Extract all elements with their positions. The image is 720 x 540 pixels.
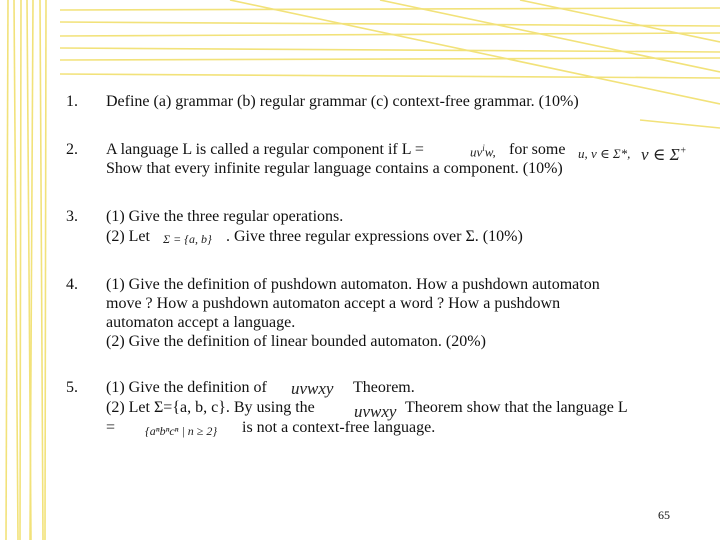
question-2-line-1-a: A language L is called a regular component if L = xyxy=(106,141,424,158)
question-5-line-1-b: Theorem. xyxy=(353,379,415,396)
question-4-line-1: (1) Give the definition of pushdown automaton. How a pushdown automaton xyxy=(106,276,600,293)
question-2-line-2: Show that every infinite regular language contains a component. (10%) xyxy=(106,160,563,177)
question-3-math-sigma: Σ = {a, b} xyxy=(163,232,212,246)
question-4-number: 4. xyxy=(66,276,78,293)
question-5-math-uvwxy-2: uvwxy xyxy=(354,402,397,421)
question-5-line-3-a: = xyxy=(106,419,116,436)
page-number: 65 xyxy=(658,508,670,522)
question-4-line-3: automaton accept a language. xyxy=(106,314,296,331)
question-1-number: 1. xyxy=(66,93,78,110)
question-3-line-1: (1) Give the three regular operations. xyxy=(106,208,344,225)
question-3-line-2-a: (2) Let xyxy=(106,228,150,245)
question-5-line-2-b: Theorem show that the language L xyxy=(405,399,628,416)
question-2-line-1-b: for some xyxy=(509,141,566,158)
question-1-text: Define (a) grammar (b) regular grammar (c) context-free grammar. (10%) xyxy=(106,93,579,110)
question-2-math-uv-sigma-star: u, v ∈ Σ*, xyxy=(578,146,631,161)
question-3-number: 3. xyxy=(66,208,78,225)
question-5-math-language: {aⁿbⁿcⁿ | n ≥ 2} xyxy=(145,424,218,438)
question-5-line-3-b: is not a context-free language. xyxy=(242,419,436,436)
question-5-line-1-a: (1) Give the definition of xyxy=(106,379,267,396)
question-2-math-v-sigma-plus: v ∈ Σ+ xyxy=(641,145,687,164)
question-5-number: 5. xyxy=(66,379,78,396)
question-5-line-2-a: (2) Let Σ={a, b, c}. By using the xyxy=(106,399,315,416)
question-4-line-4: (2) Give the definition of linear bounded automaton. (20%) xyxy=(106,333,486,350)
question-3-line-2-b: . Give three regular expressions over Σ. (10%) xyxy=(226,228,523,245)
question-2-number: 2. xyxy=(66,141,78,158)
question-5-math-uvwxy-1: uvwxy xyxy=(291,379,334,398)
top-decoration xyxy=(0,0,720,150)
question-4-line-2: move ? How a pushdown automaton accept a word ? How a pushdown xyxy=(106,295,561,312)
question-2-math-uviw: $uv^iw$, xyxy=(470,143,496,160)
